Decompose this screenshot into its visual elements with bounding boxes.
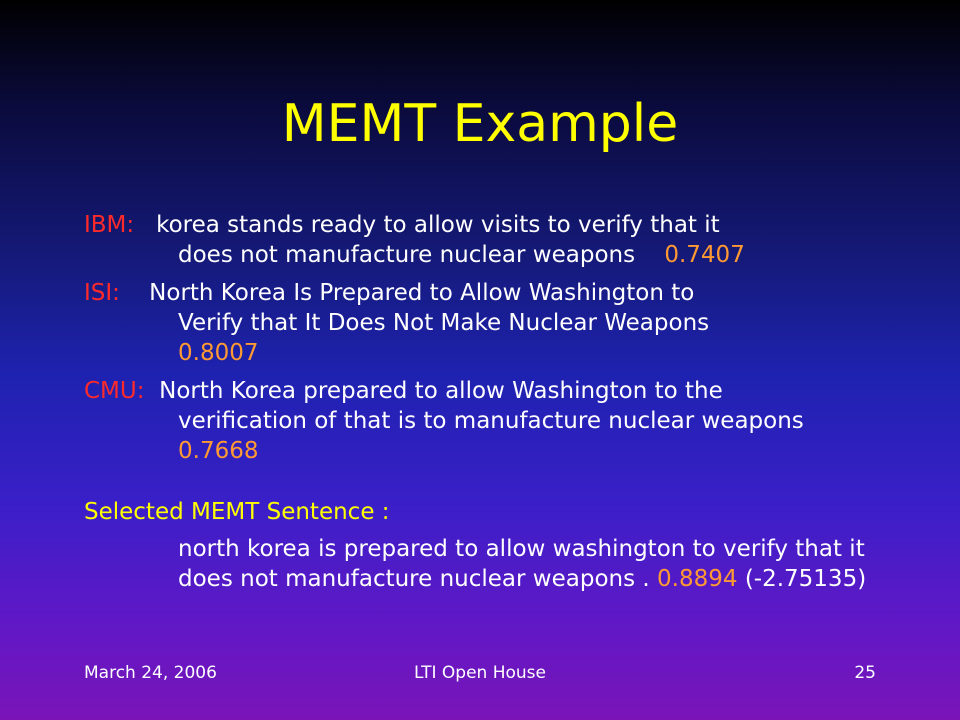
score-cmu: 0.7668 (178, 438, 259, 464)
system-label-cmu: CMU: (84, 378, 145, 404)
system-label-isi: ISI: (84, 280, 120, 306)
system-output-ibm-line1: korea stands ready to allow visits to verify that it (156, 212, 720, 238)
system-output-ibm (84, 210, 884, 270)
system-label-ibm: IBM: (84, 212, 135, 238)
selected-score: 0.8894 (657, 566, 738, 592)
footer-page-number: 25 (854, 663, 876, 683)
selected-sentence-heading: Selected MEMT Sentence : (84, 499, 390, 525)
selected-sentence-text: north korea is prepared to allow washington to verify that it does not manufacture nuclear weapons . (178, 536, 865, 592)
system-outputs-list (84, 210, 884, 474)
system-output-cmu (84, 376, 884, 466)
footer-event: LTI Open House (413, 663, 546, 683)
score-ibm: 0.7407 (664, 242, 745, 268)
slide-title: MEMT Example (281, 94, 679, 154)
system-output-cmu-rest: verification of that is to manufacture nuclear weapons (178, 408, 804, 434)
system-output-ibm-rest: does not manufacture nuclear weapons (178, 242, 636, 268)
selected-extra-score: (-2.75135) (744, 566, 867, 592)
selected-sentence (178, 534, 868, 594)
system-output-isi (84, 278, 884, 368)
score-isi: 0.8007 (178, 340, 259, 366)
system-output-isi-rest: Verify that It Does Not Make Nuclear Weapons (178, 310, 710, 336)
footer-date: March 24, 2006 (84, 663, 217, 683)
system-output-cmu-line1: North Korea prepared to allow Washington to the (159, 378, 723, 404)
system-output-isi-line1: North Korea Is Prepared to Allow Washington to (149, 280, 695, 306)
